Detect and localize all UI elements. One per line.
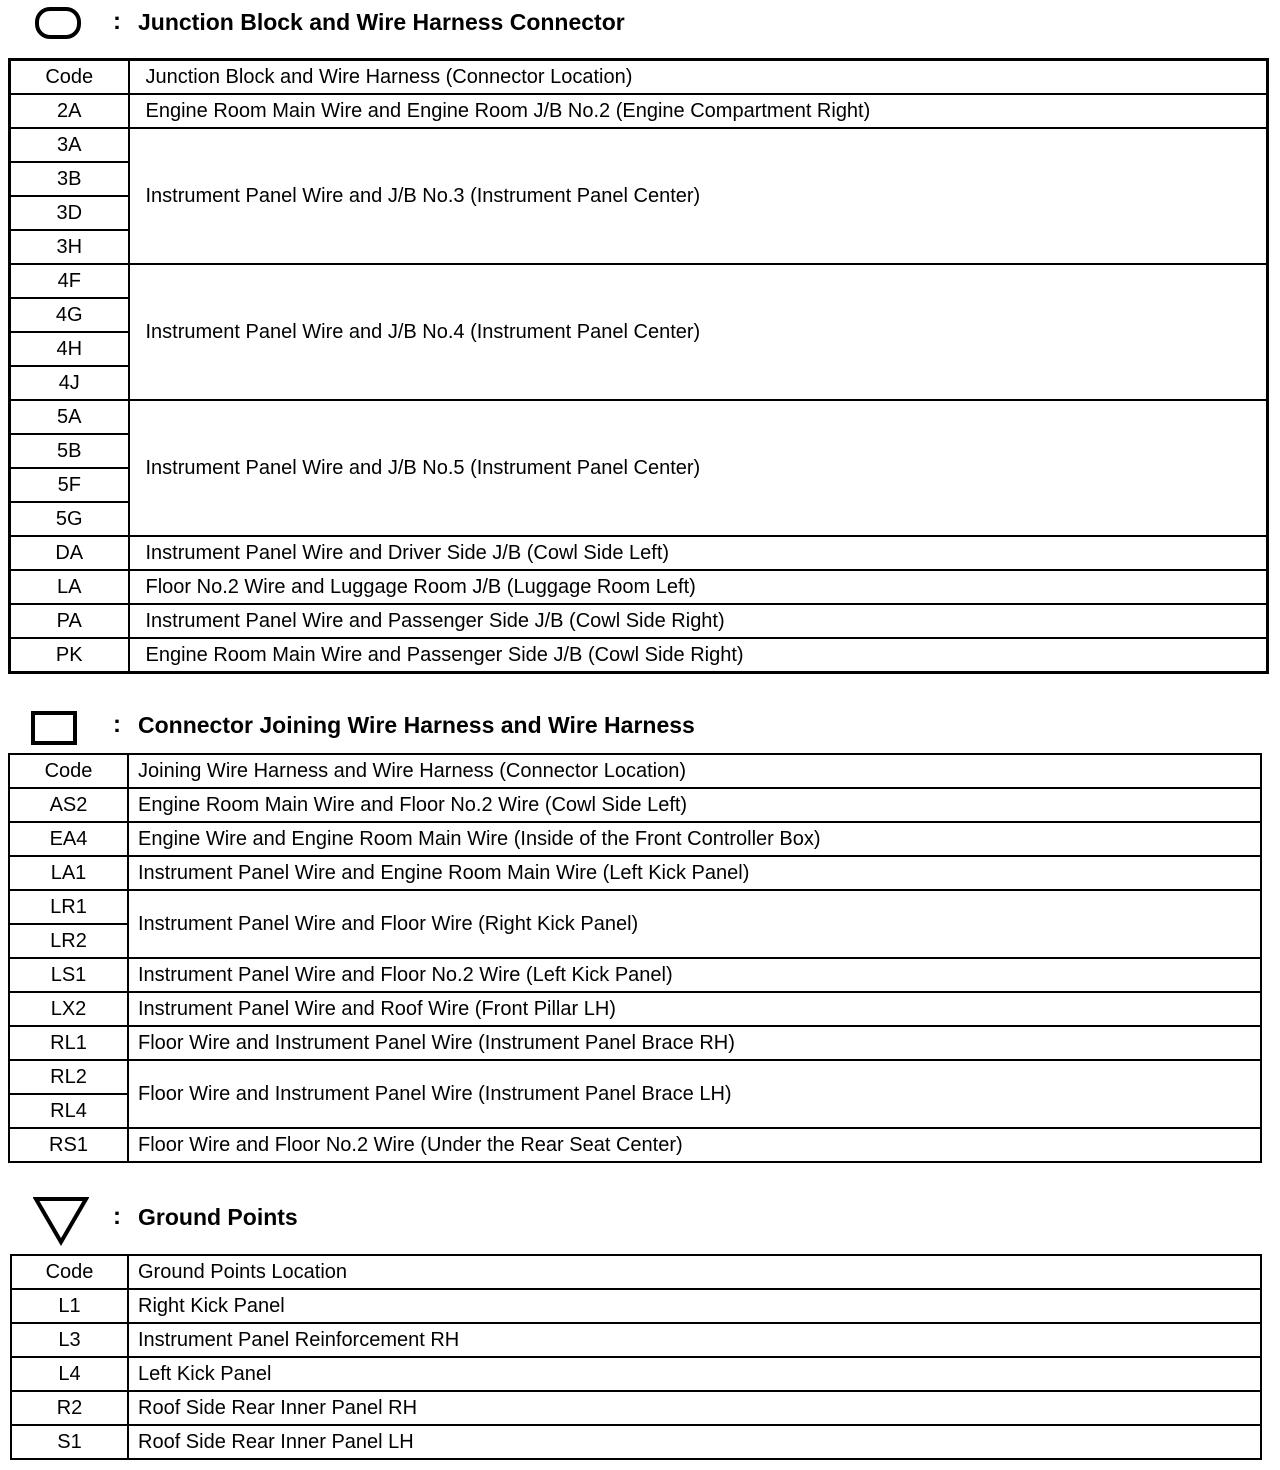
table-row xyxy=(10,604,1268,638)
section-title: Connector Joining Wire Harness and Wire Harness xyxy=(138,712,695,738)
table-row xyxy=(9,788,1261,822)
table-row xyxy=(9,822,1261,856)
description-cell: Engine Room Main Wire and Engine Room J/B No.2 (Engine Compartment Right) xyxy=(129,94,1268,128)
section-title: Ground Points xyxy=(138,1204,298,1230)
description-cell: Instrument Panel Wire and J/B No.4 (Instrument Panel Center) xyxy=(129,264,1268,400)
description-cell: Instrument Panel Wire and Floor Wire (Right Kick Panel) xyxy=(128,890,1261,958)
code-cell: LR2 xyxy=(9,924,128,958)
code-cell: 3B xyxy=(10,162,129,196)
code-cell: RL2 xyxy=(9,1060,128,1094)
table-row xyxy=(10,570,1268,604)
header-code: Code xyxy=(10,60,129,95)
description-cell: Instrument Panel Wire and Driver Side J/B (Cowl Side Left) xyxy=(129,536,1268,570)
code-cell: DA xyxy=(10,536,129,570)
rectangle-icon xyxy=(31,711,77,750)
table-row xyxy=(9,992,1261,1026)
table-row xyxy=(11,1425,1261,1459)
code-cell: L3 xyxy=(11,1323,128,1357)
table-row xyxy=(11,1357,1261,1391)
description-cell: Instrument Panel Reinforcement RH xyxy=(128,1323,1261,1357)
header-code: Code xyxy=(9,754,128,788)
section-colon: : xyxy=(113,8,121,35)
table-row xyxy=(9,958,1261,992)
table-row xyxy=(11,1391,1261,1425)
description-cell: Right Kick Panel xyxy=(128,1289,1261,1323)
junction-block-table xyxy=(8,58,1269,674)
code-cell: PK xyxy=(10,638,129,673)
code-cell: 5F xyxy=(10,468,129,502)
code-cell: 3H xyxy=(10,230,129,264)
table-row xyxy=(10,264,1268,298)
description-cell: Instrument Panel Wire and J/B No.5 (Instrument Panel Center) xyxy=(129,400,1268,536)
code-cell: L1 xyxy=(11,1289,128,1323)
section-colon: : xyxy=(113,1203,121,1230)
code-cell: L4 xyxy=(11,1357,128,1391)
description-cell: Floor Wire and Instrument Panel Wire (Instrument Panel Brace RH) xyxy=(128,1026,1261,1060)
description-cell: Roof Side Rear Inner Panel RH xyxy=(128,1391,1261,1425)
code-cell: 5B xyxy=(10,434,129,468)
header-code: Code xyxy=(11,1255,128,1289)
description-cell: Floor Wire and Floor No.2 Wire (Under the Rear Seat Center) xyxy=(128,1128,1261,1162)
code-cell: 4G xyxy=(10,298,129,332)
description-cell: Floor Wire and Instrument Panel Wire (Instrument Panel Brace LH) xyxy=(128,1060,1261,1128)
table-row xyxy=(10,536,1268,570)
rounded-rectangle-icon xyxy=(35,7,81,44)
description-cell: Instrument Panel Wire and Floor No.2 Wire (Left Kick Panel) xyxy=(128,958,1261,992)
code-cell: AS2 xyxy=(9,788,128,822)
table-row xyxy=(11,1289,1261,1323)
code-cell: RL1 xyxy=(9,1026,128,1060)
code-cell: LS1 xyxy=(9,958,128,992)
code-cell: RL4 xyxy=(9,1094,128,1128)
table-row xyxy=(9,890,1261,924)
table-row xyxy=(10,400,1268,434)
code-cell: 3A xyxy=(10,128,129,162)
description-cell: Left Kick Panel xyxy=(128,1357,1261,1391)
header-description: Joining Wire Harness and Wire Harness (Connector Location) xyxy=(128,754,1261,788)
down-triangle-icon xyxy=(33,1196,89,1251)
code-cell: 5A xyxy=(10,400,129,434)
code-cell: LA1 xyxy=(9,856,128,890)
table-row xyxy=(10,638,1268,673)
code-cell: EA4 xyxy=(9,822,128,856)
code-cell: LX2 xyxy=(9,992,128,1026)
description-cell: Floor No.2 Wire and Luggage Room J/B (Luggage Room Left) xyxy=(129,570,1268,604)
table-row xyxy=(9,1128,1261,1162)
code-cell: S1 xyxy=(11,1425,128,1459)
description-cell: Instrument Panel Wire and Roof Wire (Front Pillar LH) xyxy=(128,992,1261,1026)
code-cell: 3D xyxy=(10,196,129,230)
code-cell: PA xyxy=(10,604,129,638)
table-header-row xyxy=(11,1255,1261,1289)
description-cell: Engine Room Main Wire and Passenger Side J/B (Cowl Side Right) xyxy=(129,638,1268,673)
table-header-row xyxy=(10,60,1268,95)
description-cell: Engine Room Main Wire and Floor No.2 Wire (Cowl Side Left) xyxy=(128,788,1261,822)
code-cell: 2A xyxy=(10,94,129,128)
description-cell: Roof Side Rear Inner Panel LH xyxy=(128,1425,1261,1459)
table-row xyxy=(10,94,1268,128)
section-colon: : xyxy=(113,711,121,738)
code-cell: 5G xyxy=(10,502,129,536)
code-cell: 4J xyxy=(10,366,129,400)
section-title: Junction Block and Wire Harness Connector xyxy=(138,9,625,35)
code-cell: LA xyxy=(10,570,129,604)
ground-points-table xyxy=(10,1254,1262,1460)
code-cell: RS1 xyxy=(9,1128,128,1162)
description-cell: Instrument Panel Wire and J/B No.3 (Instrument Panel Center) xyxy=(129,128,1268,264)
connector-joining-table xyxy=(8,753,1262,1163)
table-row xyxy=(9,856,1261,890)
code-cell: LR1 xyxy=(9,890,128,924)
code-cell: 4H xyxy=(10,332,129,366)
description-cell: Instrument Panel Wire and Passenger Side J/B (Cowl Side Right) xyxy=(129,604,1268,638)
description-cell: Engine Wire and Engine Room Main Wire (Inside of the Front Controller Box) xyxy=(128,822,1261,856)
header-description: Junction Block and Wire Harness (Connector Location) xyxy=(129,60,1268,95)
code-cell: 4F xyxy=(10,264,129,298)
table-header-row xyxy=(9,754,1261,788)
description-cell: Instrument Panel Wire and Engine Room Main Wire (Left Kick Panel) xyxy=(128,856,1261,890)
table-row xyxy=(11,1323,1261,1357)
table-row xyxy=(10,128,1268,162)
table-row xyxy=(9,1026,1261,1060)
table-row xyxy=(9,1060,1261,1094)
code-cell: R2 xyxy=(11,1391,128,1425)
header-description: Ground Points Location xyxy=(128,1255,1261,1289)
